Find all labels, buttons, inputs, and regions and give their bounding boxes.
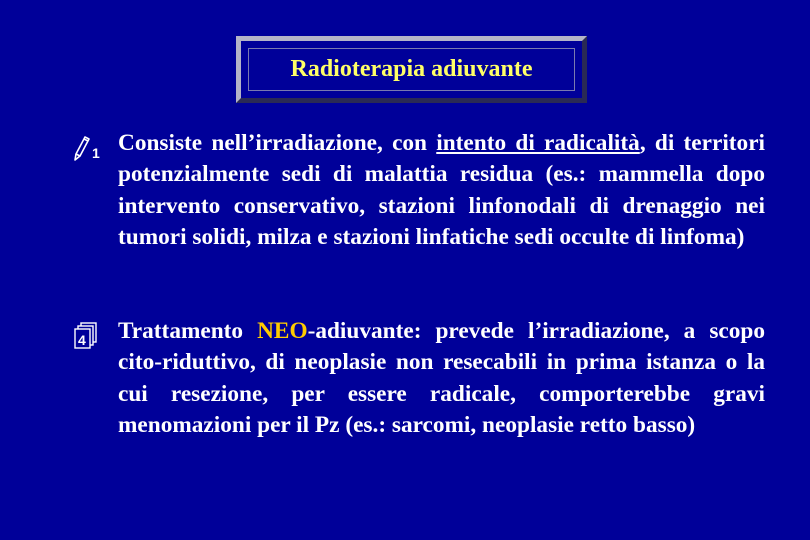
- title-box: [236, 36, 587, 103]
- slide-title: Radioterapia adiuvante: [290, 56, 533, 82]
- bullet-text-1: [118, 128, 765, 254]
- bullet-1-text-start: Consiste nell’irradiazione, con: [118, 130, 437, 156]
- bullet-2-text-end: -adiuvante: prevede l’irradiazione, a scopo cito-riduttivo, di neoplasie non resecabili in prima istanza o la cui resezione, per essere radicale, comporterebbe gravi menomazioni per il Pz (es.: sarcomi, neoplasie retto basso): [118, 318, 765, 439]
- bullet-2-text-start: Trattamento: [118, 318, 258, 344]
- bullet-1-underlined-text: intento di radicalità: [436, 130, 640, 156]
- title-frame: [248, 48, 575, 91]
- bullet-1-text-end: , di territori potenzialmente sedi di malattia residua (es.: mammella dopo intervento conservativo, stazioni linfonodali di drenaggio nei tumori solidi, milza e stazioni linfatiche sedi occulte di linfoma): [118, 130, 766, 251]
- pencil-numbered-icon: [72, 132, 102, 162]
- bullet-2-highlight: NEO: [257, 318, 308, 344]
- stacked-pages-numbered-icon: [72, 320, 102, 350]
- bullet-text-2: [118, 316, 765, 442]
- svg-text:4: 4: [78, 332, 86, 348]
- svg-text:1: 1: [92, 145, 100, 161]
